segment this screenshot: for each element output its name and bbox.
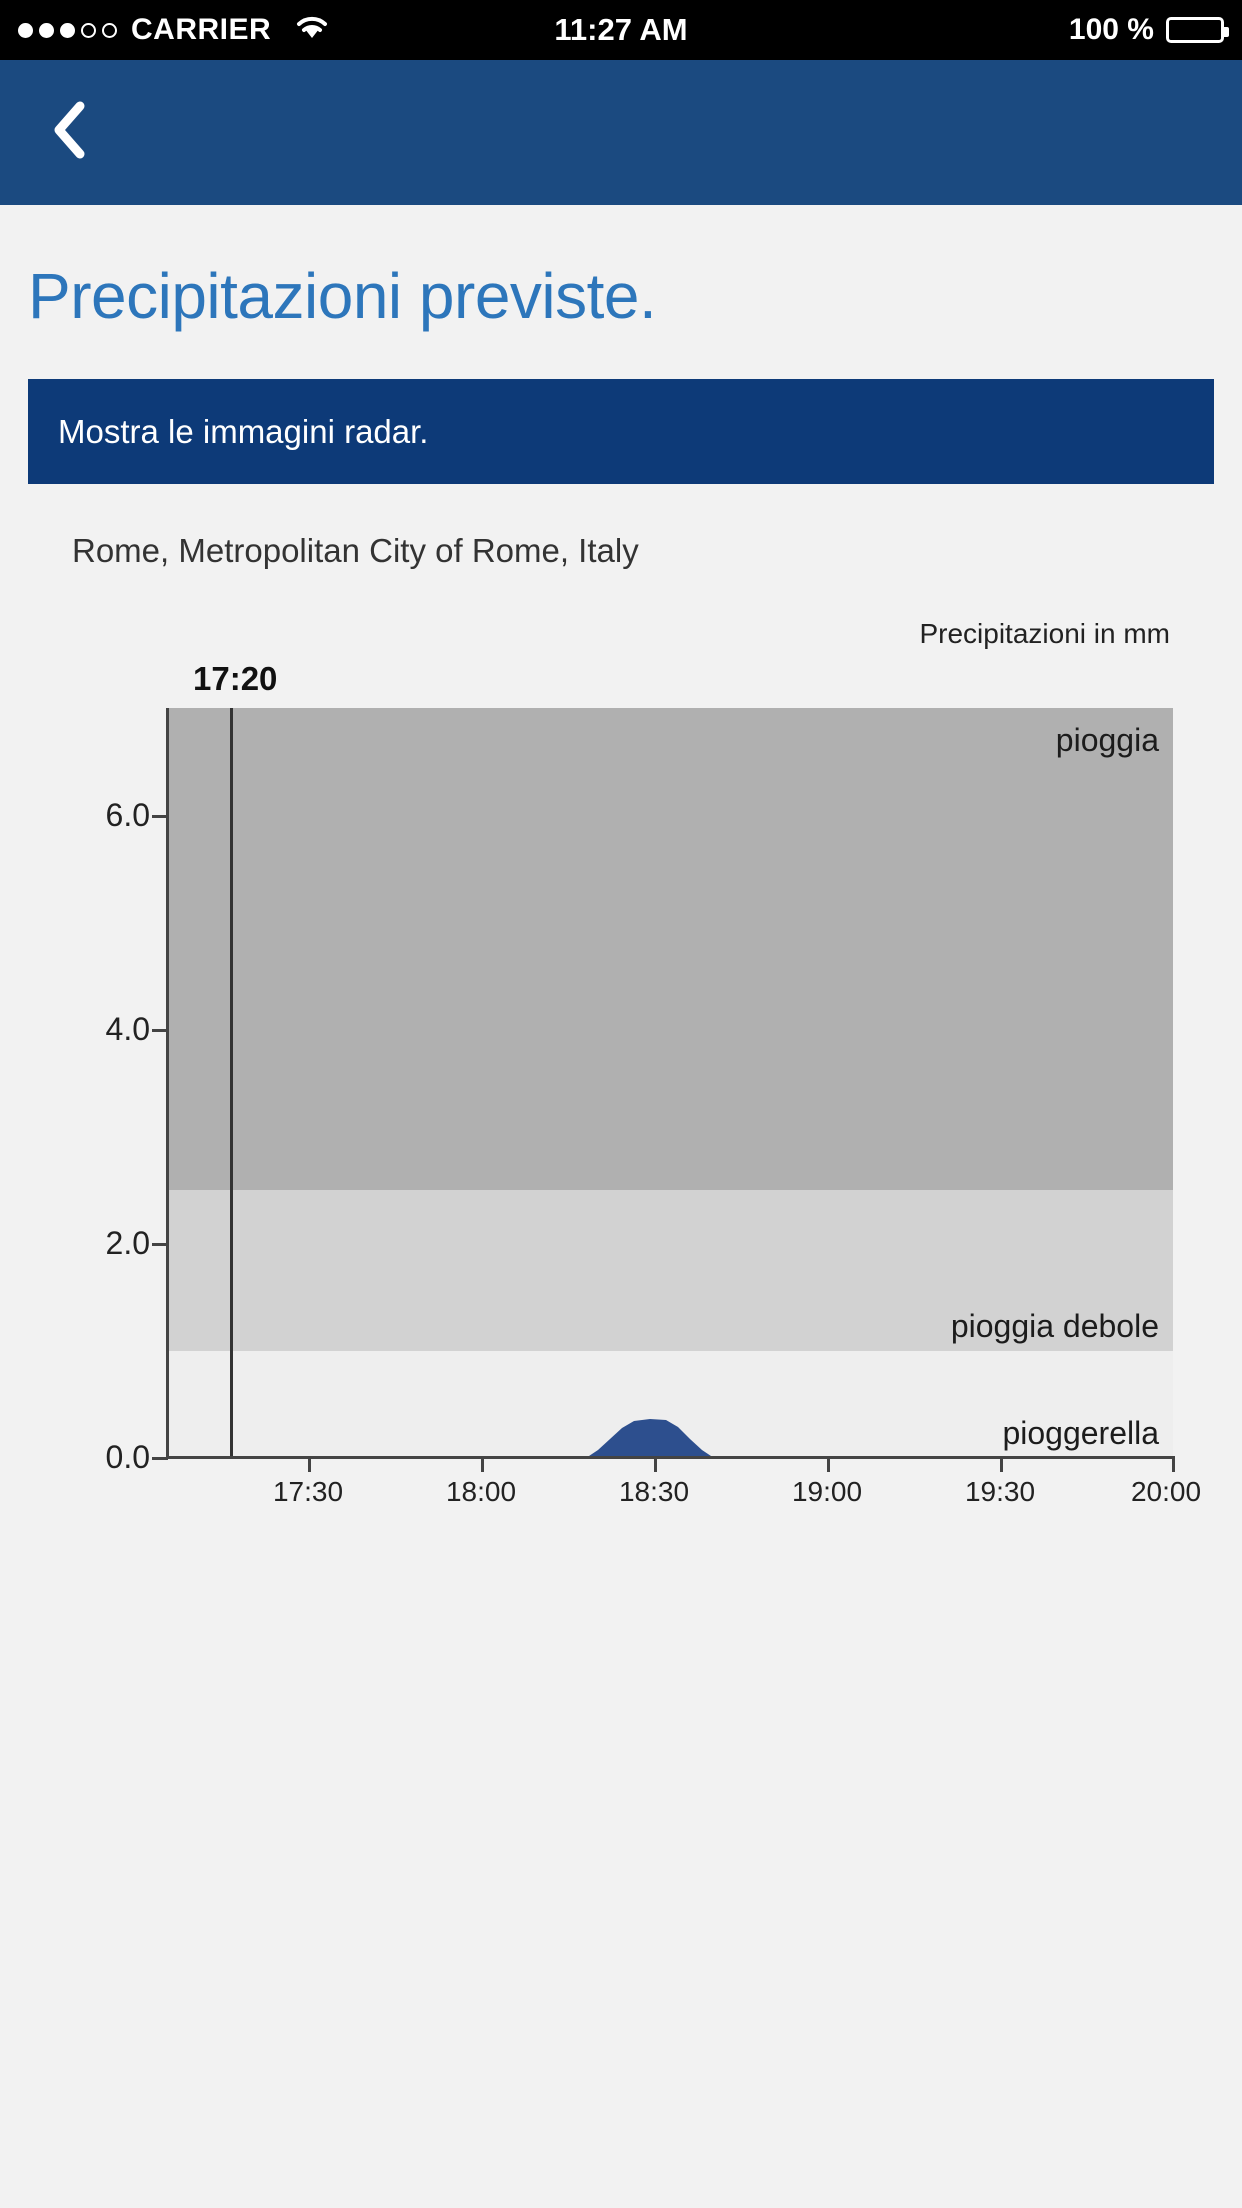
chart-plot-area (166, 708, 1173, 1458)
x-tick-label-1900: 19:00 (791, 1476, 863, 1507)
back-button[interactable] (46, 103, 92, 163)
signal-strength-icon (18, 23, 117, 38)
band-label-pioggia-debole: pioggia debole (950, 1308, 1159, 1344)
x-tick-1800 (481, 1456, 484, 1472)
x-tick-label-1800: 18:00 (445, 1476, 517, 1507)
band-label-pioggia: pioggia (1055, 722, 1159, 758)
chart-y-axis (166, 708, 169, 1458)
status-bar-time: 11:27 AM (554, 12, 688, 47)
band-label-pioggerella: pioggerella (1002, 1415, 1159, 1451)
status-bar (0, 0, 1242, 60)
location-label: Rome, Metropolitan City of Rome, Italy (72, 532, 639, 569)
battery-icon (1166, 17, 1224, 43)
x-tick-2000 (1172, 1456, 1175, 1472)
y-tick-label-6: 6.0 (105, 797, 150, 833)
chart-x-axis (166, 1456, 1173, 1459)
wifi-icon (293, 12, 331, 48)
page-title: Precipitazioni previste. (28, 260, 657, 332)
chevron-left-icon (52, 101, 86, 164)
carrier-label: CARRIER (131, 13, 272, 46)
y-tick-6 (152, 815, 168, 818)
precipitation-chart (0, 600, 1242, 1600)
battery-percent-label: 100 % (1068, 13, 1154, 46)
x-tick-1830 (654, 1456, 657, 1472)
x-tick-label-2000: 20:00 (1130, 1476, 1202, 1507)
y-tick-4 (152, 1029, 168, 1032)
x-tick-label-1930: 19:30 (964, 1476, 1036, 1507)
x-tick-label-1830: 18:30 (618, 1476, 690, 1507)
main-content (0, 205, 1242, 2208)
y-tick-2 (152, 1243, 168, 1246)
precipitation-area-series (166, 708, 1173, 1458)
y-tick-0 (152, 1457, 168, 1460)
x-tick-1930 (1000, 1456, 1003, 1472)
x-tick-1900 (827, 1456, 830, 1472)
current-time-label: 17:20 (193, 660, 278, 697)
x-tick-label-1730: 17:30 (272, 1476, 344, 1507)
chart-unit-label: Precipitazioni in mm (919, 618, 1170, 649)
y-tick-label-0: 0.0 (105, 1439, 150, 1475)
x-tick-1730 (308, 1456, 311, 1472)
y-tick-label-4: 4.0 (105, 1011, 150, 1047)
status-bar-left (18, 12, 331, 48)
show-radar-images-button[interactable] (28, 379, 1214, 484)
status-bar-right (1069, 13, 1224, 47)
current-time-marker-line (230, 708, 233, 1458)
show-radar-images-label: Mostra le immagini radar. (58, 412, 429, 450)
navigation-bar (0, 60, 1242, 205)
y-tick-label-2: 2.0 (105, 1225, 150, 1261)
